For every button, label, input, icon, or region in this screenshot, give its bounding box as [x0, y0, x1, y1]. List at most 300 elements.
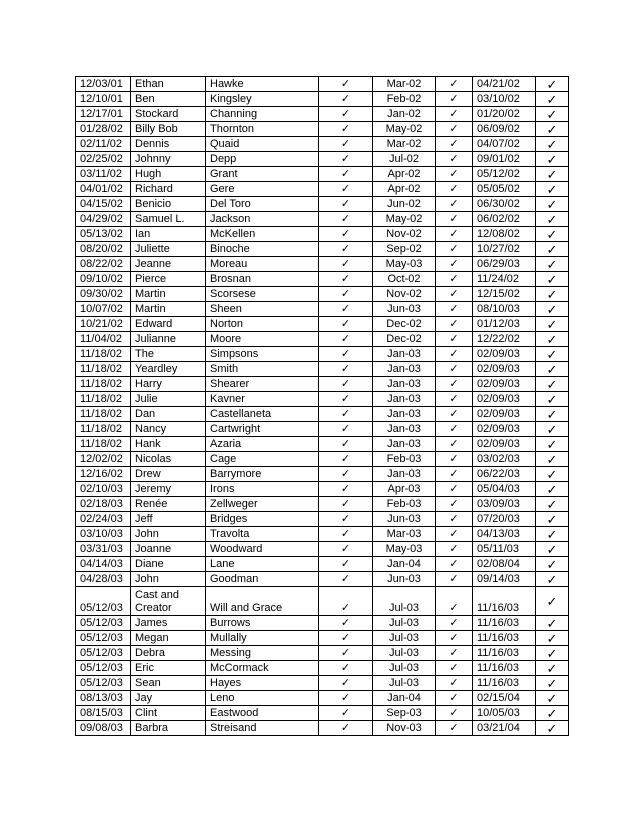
- month-cell: May-03: [373, 257, 436, 272]
- table-row: [76, 197, 569, 212]
- completed-date-cell: 09/01/02: [473, 152, 536, 167]
- check-cell: ✓: [436, 362, 473, 377]
- completed-date-cell: 04/13/03: [473, 527, 536, 542]
- check-cell: ✓: [536, 452, 569, 467]
- table-row: [76, 676, 569, 691]
- check-cell: ✓: [536, 377, 569, 392]
- check-cell: ✓: [319, 317, 373, 332]
- completed-date-cell: 06/02/02: [473, 212, 536, 227]
- month-cell: Jul-03: [373, 631, 436, 646]
- table-row: [76, 691, 569, 706]
- date-cell: 12/16/02: [76, 467, 131, 482]
- last-name-cell: Barrymore: [206, 467, 319, 482]
- check-cell: ✓: [536, 152, 569, 167]
- completed-date-cell: 07/20/03: [473, 512, 536, 527]
- check-cell: ✓: [436, 587, 473, 616]
- first-name-cell: Jeff: [131, 512, 206, 527]
- check-cell: ✓: [319, 107, 373, 122]
- first-name-cell: Jay: [131, 691, 206, 706]
- first-name-cell: Hank: [131, 437, 206, 452]
- last-name-cell: Leno: [206, 691, 319, 706]
- table-row: [76, 107, 569, 122]
- completed-date-cell: 12/08/02: [473, 227, 536, 242]
- check-cell: ✓: [536, 646, 569, 661]
- completed-date-cell: 06/30/02: [473, 197, 536, 212]
- first-name-cell: Edward: [131, 317, 206, 332]
- check-cell: ✓: [536, 362, 569, 377]
- check-cell: ✓: [436, 631, 473, 646]
- first-name-cell: Benicio: [131, 197, 206, 212]
- check-cell: ✓: [319, 557, 373, 572]
- table-row: [76, 392, 569, 407]
- last-name-cell: Brosnan: [206, 272, 319, 287]
- last-name-cell: Zellweger: [206, 497, 319, 512]
- table-row: [76, 646, 569, 661]
- check-cell: ✓: [436, 332, 473, 347]
- month-cell: Jan-03: [373, 467, 436, 482]
- first-name-cell: Nicolas: [131, 452, 206, 467]
- check-cell: ✓: [319, 272, 373, 287]
- check-cell: ✓: [319, 122, 373, 137]
- check-cell: ✓: [536, 107, 569, 122]
- month-cell: Jul-02: [373, 152, 436, 167]
- check-cell: ✓: [536, 167, 569, 182]
- first-name-cell: Clint: [131, 706, 206, 721]
- date-cell: 11/18/02: [76, 347, 131, 362]
- last-name-cell: Lane: [206, 557, 319, 572]
- completed-date-cell: 10/05/03: [473, 706, 536, 721]
- first-name-cell: Harry: [131, 377, 206, 392]
- date-cell: 12/03/01: [76, 77, 131, 92]
- completed-date-cell: 09/14/03: [473, 572, 536, 587]
- completed-date-cell: 01/12/03: [473, 317, 536, 332]
- check-cell: ✓: [319, 676, 373, 691]
- month-cell: Jan-04: [373, 557, 436, 572]
- completed-date-cell: 04/07/02: [473, 137, 536, 152]
- check-cell: ✓: [436, 152, 473, 167]
- check-cell: ✓: [319, 257, 373, 272]
- last-name-cell: Irons: [206, 482, 319, 497]
- first-name-cell: Billy Bob: [131, 122, 206, 137]
- month-cell: Feb-03: [373, 452, 436, 467]
- date-cell: 03/31/03: [76, 542, 131, 557]
- table-row: [76, 616, 569, 631]
- check-cell: ✓: [319, 377, 373, 392]
- check-cell: ✓: [319, 407, 373, 422]
- check-cell: ✓: [536, 437, 569, 452]
- first-name-cell: Dennis: [131, 137, 206, 152]
- completed-date-cell: 02/08/04: [473, 557, 536, 572]
- table-row: [76, 557, 569, 572]
- date-cell: 08/13/03: [76, 691, 131, 706]
- month-cell: Jun-03: [373, 512, 436, 527]
- table-row: [76, 661, 569, 676]
- check-cell: ✓: [319, 467, 373, 482]
- last-name-cell: Eastwood: [206, 706, 319, 721]
- date-cell: 11/18/02: [76, 437, 131, 452]
- table-row: [76, 212, 569, 227]
- first-name-cell: Hugh: [131, 167, 206, 182]
- month-cell: Nov-02: [373, 287, 436, 302]
- last-name-cell: Grant: [206, 167, 319, 182]
- first-name-cell: Ethan: [131, 77, 206, 92]
- table-row: [76, 572, 569, 587]
- month-cell: May-02: [373, 122, 436, 137]
- first-name-cell: Eric: [131, 661, 206, 676]
- check-cell: ✓: [436, 242, 473, 257]
- last-name-cell: McKellen: [206, 227, 319, 242]
- date-cell: 11/18/02: [76, 377, 131, 392]
- check-cell: ✓: [436, 557, 473, 572]
- completed-date-cell: 11/16/03: [473, 646, 536, 661]
- last-name-cell: Shearer: [206, 377, 319, 392]
- check-cell: ✓: [436, 257, 473, 272]
- check-cell: ✓: [536, 302, 569, 317]
- first-name-cell: Debra: [131, 646, 206, 661]
- check-cell: ✓: [436, 467, 473, 482]
- check-cell: ✓: [436, 212, 473, 227]
- last-name-cell: Cage: [206, 452, 319, 467]
- check-cell: ✓: [319, 242, 373, 257]
- check-cell: ✓: [536, 92, 569, 107]
- date-cell: 04/29/02: [76, 212, 131, 227]
- check-cell: ✓: [536, 467, 569, 482]
- date-cell: 02/18/03: [76, 497, 131, 512]
- check-cell: ✓: [436, 392, 473, 407]
- completed-date-cell: 06/29/03: [473, 257, 536, 272]
- table-row: [76, 527, 569, 542]
- check-cell: ✓: [536, 497, 569, 512]
- check-cell: ✓: [319, 572, 373, 587]
- date-cell: 05/12/03: [76, 676, 131, 691]
- last-name-cell: Channing: [206, 107, 319, 122]
- check-cell: ✓: [436, 527, 473, 542]
- check-cell: ✓: [536, 392, 569, 407]
- completed-date-cell: 02/15/04: [473, 691, 536, 706]
- month-cell: Jan-04: [373, 691, 436, 706]
- date-cell: 04/15/02: [76, 197, 131, 212]
- first-name-cell: John: [131, 527, 206, 542]
- last-name-cell: Hayes: [206, 676, 319, 691]
- check-cell: ✓: [319, 721, 373, 736]
- last-name-cell: Quaid: [206, 137, 319, 152]
- last-name-cell: Jackson: [206, 212, 319, 227]
- completed-date-cell: 11/16/03: [473, 616, 536, 631]
- check-cell: ✓: [536, 706, 569, 721]
- completed-date-cell: 11/16/03: [473, 661, 536, 676]
- check-cell: ✓: [319, 182, 373, 197]
- table-row: [76, 377, 569, 392]
- check-cell: ✓: [436, 287, 473, 302]
- last-name-cell: Azaria: [206, 437, 319, 452]
- check-cell: ✓: [536, 317, 569, 332]
- month-cell: Jul-03: [373, 646, 436, 661]
- completed-date-cell: 04/21/02: [473, 77, 536, 92]
- month-cell: Jan-03: [373, 392, 436, 407]
- check-cell: ✓: [436, 572, 473, 587]
- check-cell: ✓: [436, 676, 473, 691]
- date-cell: 04/14/03: [76, 557, 131, 572]
- table-row: [76, 422, 569, 437]
- last-name-cell: Del Toro: [206, 197, 319, 212]
- first-name-cell: Yeardley: [131, 362, 206, 377]
- check-cell: ✓: [436, 721, 473, 736]
- check-cell: ✓: [536, 212, 569, 227]
- last-name-cell: McCormack: [206, 661, 319, 676]
- last-name-cell: Moreau: [206, 257, 319, 272]
- check-cell: ✓: [319, 542, 373, 557]
- completed-date-cell: 12/22/02: [473, 332, 536, 347]
- last-name-cell: Mullally: [206, 631, 319, 646]
- table-row: [76, 467, 569, 482]
- first-name-cell: Julie: [131, 392, 206, 407]
- month-cell: Sep-03: [373, 706, 436, 721]
- last-name-cell: Messing: [206, 646, 319, 661]
- month-cell: Jul-03: [373, 676, 436, 691]
- table-row: [76, 287, 569, 302]
- check-cell: ✓: [536, 407, 569, 422]
- completed-date-cell: 06/22/03: [473, 467, 536, 482]
- table-row: [76, 302, 569, 317]
- check-cell: ✓: [436, 542, 473, 557]
- table-row: [76, 152, 569, 167]
- check-cell: ✓: [319, 661, 373, 676]
- completed-date-cell: 02/09/03: [473, 362, 536, 377]
- date-cell: 11/18/02: [76, 392, 131, 407]
- date-cell: 11/18/02: [76, 362, 131, 377]
- check-cell: ✓: [536, 631, 569, 646]
- table-row: [76, 122, 569, 137]
- check-cell: ✓: [536, 182, 569, 197]
- table-row: [76, 542, 569, 557]
- check-cell: ✓: [536, 616, 569, 631]
- check-cell: ✓: [319, 92, 373, 107]
- check-cell: ✓: [319, 512, 373, 527]
- check-cell: ✓: [436, 227, 473, 242]
- schedule-table: [75, 76, 569, 736]
- last-name-cell: Will and Grace: [206, 587, 319, 616]
- check-cell: ✓: [319, 706, 373, 721]
- check-cell: ✓: [536, 572, 569, 587]
- month-cell: Oct-02: [373, 272, 436, 287]
- completed-date-cell: 03/02/03: [473, 452, 536, 467]
- check-cell: ✓: [536, 482, 569, 497]
- check-cell: ✓: [319, 332, 373, 347]
- first-name-cell: Nancy: [131, 422, 206, 437]
- check-cell: ✓: [319, 482, 373, 497]
- check-cell: ✓: [436, 691, 473, 706]
- table-row: [76, 92, 569, 107]
- month-cell: Dec-02: [373, 317, 436, 332]
- last-name-cell: Gere: [206, 182, 319, 197]
- month-cell: Apr-02: [373, 167, 436, 182]
- check-cell: ✓: [319, 392, 373, 407]
- last-name-cell: Simpsons: [206, 347, 319, 362]
- month-cell: Jan-03: [373, 437, 436, 452]
- month-cell: Jan-03: [373, 362, 436, 377]
- check-cell: ✓: [536, 661, 569, 676]
- check-cell: ✓: [536, 542, 569, 557]
- check-cell: ✓: [436, 407, 473, 422]
- table-row: [76, 407, 569, 422]
- month-cell: Jan-03: [373, 377, 436, 392]
- last-name-cell: Binoche: [206, 242, 319, 257]
- check-cell: ✓: [319, 77, 373, 92]
- first-name-cell: Megan: [131, 631, 206, 646]
- check-cell: ✓: [436, 347, 473, 362]
- table-row: [76, 482, 569, 497]
- month-cell: Apr-03: [373, 482, 436, 497]
- check-cell: ✓: [436, 646, 473, 661]
- first-name-cell: Ian: [131, 227, 206, 242]
- last-name-cell: Sheen: [206, 302, 319, 317]
- table-row: [76, 587, 569, 616]
- first-name-cell: Johnny: [131, 152, 206, 167]
- table-row: [76, 317, 569, 332]
- check-cell: ✓: [436, 422, 473, 437]
- completed-date-cell: 10/27/02: [473, 242, 536, 257]
- table-row: [76, 332, 569, 347]
- check-cell: ✓: [436, 167, 473, 182]
- check-cell: ✓: [436, 92, 473, 107]
- table-row: [76, 77, 569, 92]
- month-cell: Jun-02: [373, 197, 436, 212]
- check-cell: ✓: [536, 227, 569, 242]
- check-cell: ✓: [536, 77, 569, 92]
- month-cell: Jun-03: [373, 572, 436, 587]
- date-cell: 12/17/01: [76, 107, 131, 122]
- last-name-cell: Cartwright: [206, 422, 319, 437]
- month-cell: Jul-03: [373, 661, 436, 676]
- first-name-cell: Renée: [131, 497, 206, 512]
- check-cell: ✓: [436, 317, 473, 332]
- month-cell: Mar-03: [373, 527, 436, 542]
- check-cell: ✓: [436, 452, 473, 467]
- last-name-cell: Kingsley: [206, 92, 319, 107]
- date-cell: 05/13/02: [76, 227, 131, 242]
- date-cell: 05/12/03: [76, 616, 131, 631]
- check-cell: ✓: [319, 152, 373, 167]
- table-row: [76, 227, 569, 242]
- month-cell: Jan-03: [373, 347, 436, 362]
- date-cell: 05/12/03: [76, 661, 131, 676]
- table-row: [76, 452, 569, 467]
- first-name-cell: Dan: [131, 407, 206, 422]
- check-cell: ✓: [436, 497, 473, 512]
- date-cell: 02/25/02: [76, 152, 131, 167]
- first-name-cell: The: [131, 347, 206, 362]
- last-name-cell: Castellaneta: [206, 407, 319, 422]
- completed-date-cell: 08/10/03: [473, 302, 536, 317]
- month-cell: Feb-03: [373, 497, 436, 512]
- check-cell: ✓: [536, 122, 569, 137]
- check-cell: ✓: [319, 347, 373, 362]
- check-cell: ✓: [319, 527, 373, 542]
- check-cell: ✓: [436, 302, 473, 317]
- completed-date-cell: 01/20/02: [473, 107, 536, 122]
- month-cell: Feb-02: [373, 92, 436, 107]
- check-cell: ✓: [536, 422, 569, 437]
- table-row: [76, 721, 569, 736]
- completed-date-cell: 11/16/03: [473, 676, 536, 691]
- month-cell: Jul-03: [373, 587, 436, 616]
- date-cell: 09/08/03: [76, 721, 131, 736]
- date-cell: 03/10/03: [76, 527, 131, 542]
- completed-date-cell: 12/15/02: [473, 287, 536, 302]
- first-name-cell: Cast and Creator: [131, 587, 206, 616]
- completed-date-cell: 02/09/03: [473, 407, 536, 422]
- completed-date-cell: 03/09/03: [473, 497, 536, 512]
- completed-date-cell: 02/09/03: [473, 377, 536, 392]
- last-name-cell: Hawke: [206, 77, 319, 92]
- first-name-cell: Joanne: [131, 542, 206, 557]
- date-cell: 10/21/02: [76, 317, 131, 332]
- date-cell: 04/01/02: [76, 182, 131, 197]
- completed-date-cell: 03/10/02: [473, 92, 536, 107]
- month-cell: Jan-02: [373, 107, 436, 122]
- check-cell: ✓: [436, 512, 473, 527]
- date-cell: 01/28/02: [76, 122, 131, 137]
- check-cell: ✓: [436, 437, 473, 452]
- check-cell: ✓: [436, 77, 473, 92]
- table-row: [76, 167, 569, 182]
- first-name-cell: Pierce: [131, 272, 206, 287]
- first-name-cell: Julianne: [131, 332, 206, 347]
- check-cell: ✓: [536, 287, 569, 302]
- check-cell: ✓: [436, 616, 473, 631]
- check-cell: ✓: [536, 257, 569, 272]
- first-name-cell: Jeremy: [131, 482, 206, 497]
- check-cell: ✓: [536, 587, 569, 616]
- check-cell: ✓: [319, 452, 373, 467]
- first-name-cell: Sean: [131, 676, 206, 691]
- last-name-cell: Moore: [206, 332, 319, 347]
- date-cell: 09/30/02: [76, 287, 131, 302]
- table-row: [76, 362, 569, 377]
- date-cell: 11/18/02: [76, 422, 131, 437]
- first-name-cell: Barbra: [131, 721, 206, 736]
- completed-date-cell: 05/04/03: [473, 482, 536, 497]
- table-row: [76, 497, 569, 512]
- table-row: [76, 706, 569, 721]
- check-cell: ✓: [319, 197, 373, 212]
- check-cell: ✓: [436, 197, 473, 212]
- first-name-cell: Samuel L.: [131, 212, 206, 227]
- check-cell: ✓: [319, 212, 373, 227]
- check-cell: ✓: [319, 691, 373, 706]
- check-cell: ✓: [536, 512, 569, 527]
- completed-date-cell: 11/16/03: [473, 631, 536, 646]
- first-name-cell: Diane: [131, 557, 206, 572]
- check-cell: ✓: [319, 167, 373, 182]
- check-cell: ✓: [319, 616, 373, 631]
- table-row: [76, 347, 569, 362]
- first-name-cell: Stockard: [131, 107, 206, 122]
- first-name-cell: Drew: [131, 467, 206, 482]
- date-cell: 05/12/03: [76, 631, 131, 646]
- table-row: [76, 242, 569, 257]
- first-name-cell: Juliette: [131, 242, 206, 257]
- last-name-cell: Thornton: [206, 122, 319, 137]
- date-cell: 05/12/03: [76, 587, 131, 616]
- check-cell: ✓: [536, 137, 569, 152]
- check-cell: ✓: [436, 377, 473, 392]
- last-name-cell: Travolta: [206, 527, 319, 542]
- table-row: [76, 512, 569, 527]
- completed-date-cell: 03/21/04: [473, 721, 536, 736]
- date-cell: 08/15/03: [76, 706, 131, 721]
- completed-date-cell: 11/24/02: [473, 272, 536, 287]
